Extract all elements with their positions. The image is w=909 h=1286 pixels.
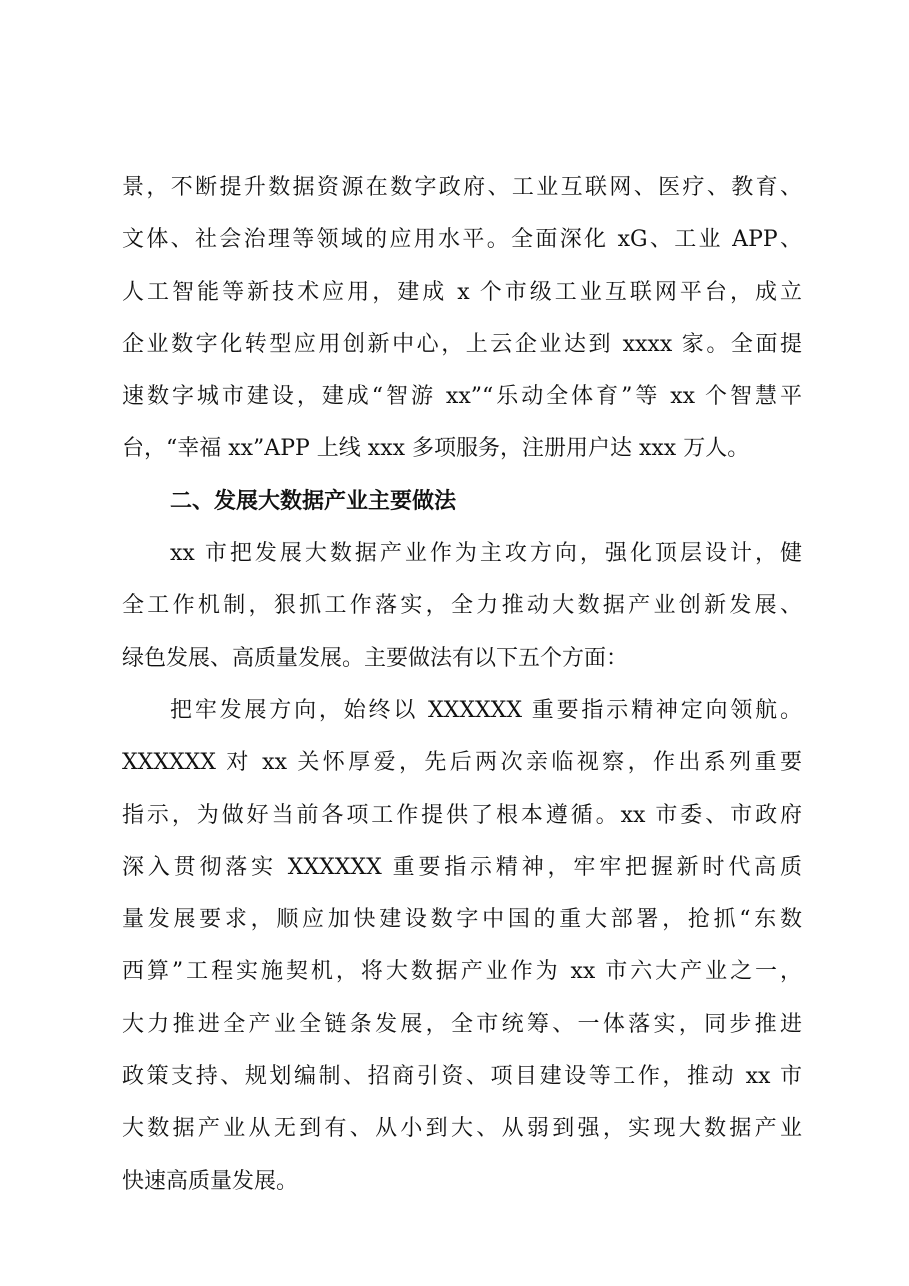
text-line: 绿色发展、高质量发展。主要做法有以下五个方面： [122, 645, 629, 671]
text-line: XXXXXX 对 xx 关怀厚爱，先后两次亲临视察，作出系列重要 [122, 750, 802, 776]
document-body [122, 162, 802, 1208]
paragraph-1 [122, 162, 802, 476]
text-line: 量发展要求，顺应加快建设数字中国的重大部署，抢抓“东数 [122, 907, 802, 933]
text-line: 深入贯彻落实 XXXXXX 重要指示精神，牢牢把握新时代高质 [122, 854, 802, 880]
text-line: 全工作机制，狠抓工作落实，全力推动大数据产业创新发展、 [122, 593, 802, 619]
paragraph-3 [122, 685, 802, 1208]
text-line: 大力推进全产业全链条发展，全市统筹、一体落实，同步推进 [122, 1011, 802, 1037]
section-heading: 二、发展大数据产业主要做法 [170, 488, 457, 514]
text-line: 大数据产业从无到有、从小到大、从弱到强，实现大数据产业 [122, 1116, 802, 1142]
text-line: 景，不断提升数据资源在数字政府、工业互联网、医疗、教育、 [122, 175, 802, 200]
text-line: 指示，为做好当前各项工作提供了根本遵循。xx 市委、市政府 [122, 802, 802, 828]
text-line: xx 市把发展大数据产业作为主攻方向，强化顶层设计，健 [170, 541, 802, 567]
text-line: 西算”工程实施契机，将大数据产业作为 xx 市六大产业之一， [122, 959, 802, 985]
text-line: 企业数字化转型应用创新中心，上云企业达到 xxxx 家。全面提 [122, 331, 802, 357]
text-line: 人工智能等新技术应用，建成 x 个市级工业互联网平台，成立 [122, 279, 802, 305]
text-line: 把牢发展方向，始终以 XXXXXX 重要指示精神定向领航。 [170, 697, 802, 723]
text-line: 台，“幸福 xx”APP 上线 xxx 多项服务，注册用户达 xxx 万人。 [122, 436, 750, 462]
text-line: 速数字城市建设，建成“智游 xx”“乐动全体育”等 xx 个智慧平 [122, 384, 802, 410]
text-line: 快速高质量发展。 [122, 1168, 299, 1194]
text-line: 政策支持、规划编制、招商引资、项目建设等工作，推动 xx 市 [122, 1064, 802, 1090]
paragraph-2 [122, 528, 802, 685]
text-line: 文体、社会治理等领域的应用水平。全面深化 xG、工业 APP、 [122, 227, 802, 253]
